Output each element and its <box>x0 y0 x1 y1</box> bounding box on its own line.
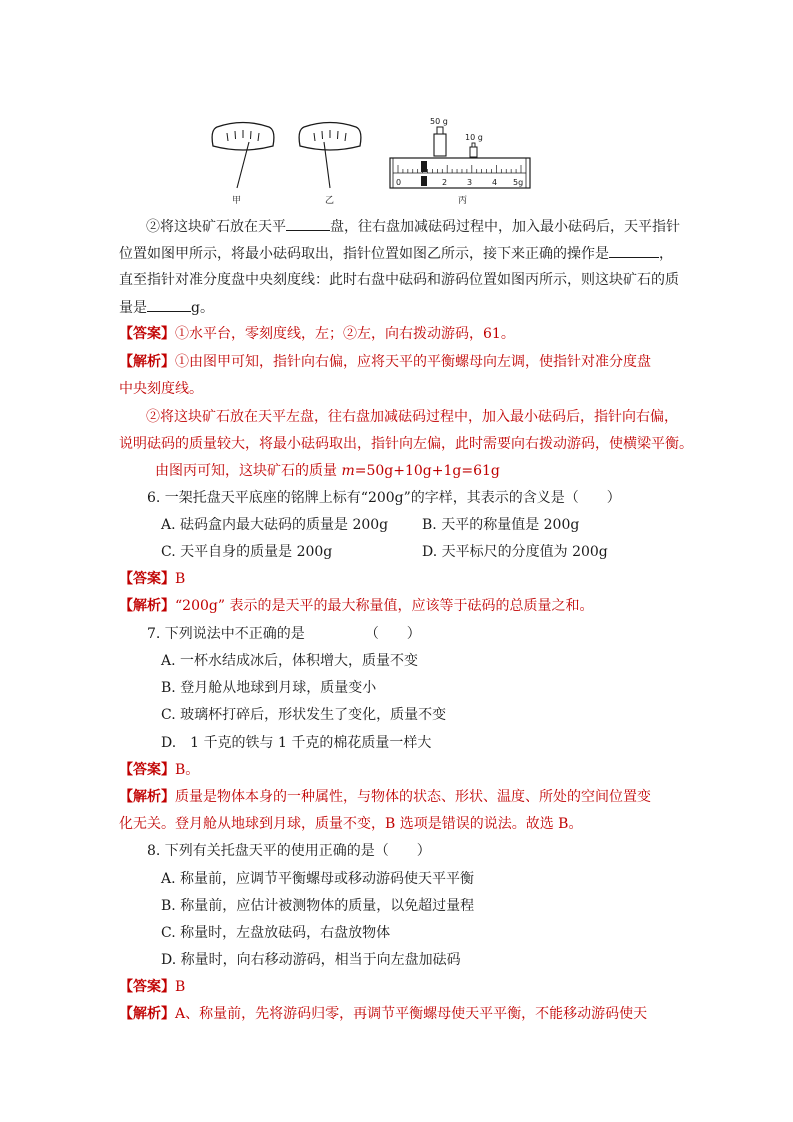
label-jia: 甲 <box>232 196 242 206</box>
weight-50g-label: 50 g <box>430 117 448 126</box>
q5-part2-line3: 直至指针对准分度盘中央刻度线：此时右盘中砝码和游码位置如图丙所示，则这块矿石的质 <box>119 272 679 288</box>
q8-option-a: A. 称量前，应调节平衡螺母或移动游码使天平平衡 <box>161 871 475 887</box>
q5-analysis-line2: 中央刻度线。 <box>119 381 203 397</box>
rider-bottom <box>421 176 427 186</box>
ruler-tick-0: 0 <box>396 178 402 187</box>
q5-answer: 【答案】①水平台，零刻度线，左；②左，向右拨动游码，61。 <box>119 326 515 342</box>
q7-option-c: C. 玻璃杯打碎后，形状发生了变化，质量不变 <box>161 707 447 723</box>
ruler-tick-5: 5g <box>513 178 524 187</box>
balance-figure <box>205 100 535 208</box>
q6-analysis: 【解析】“200g” 表示的是天平的最大称量值，应该等于砝码的总质量之和。 <box>119 598 594 614</box>
rider-top <box>421 161 427 172</box>
q8-analysis: 【解析】A、称量前，先将游码归零，再调节平衡螺母使天平平衡，不能移动游码使天 <box>119 1006 648 1022</box>
q8-answer: 【答案】B <box>119 979 186 995</box>
q6-option-c: C. 天平自身的质量是 200g <box>161 544 333 560</box>
q7-answer: 【答案】B。 <box>119 762 200 778</box>
q7-analysis-line2: 化无关。登月舱从地球到月球，质量不变，B 选项是错误的说法。故选 B。 <box>119 816 583 832</box>
q5-part2-line2: 位置如图甲所示，将最小砝码取出，指针位置如图乙所示，接下来正确的操作是 ， <box>119 243 673 264</box>
ruler <box>390 158 530 206</box>
q5-analysis-line5: 由图丙可知，这块矿石的质量 m=50g+10g+1g=61g <box>155 463 500 479</box>
q5-part2-line1: ②将这块矿石放在天平 盘，往右盘加减砝码过程中，加入最小砝码后，天平指针 <box>146 216 680 237</box>
q6-stem: 6. 一架托盘天平底座的铭牌上标有“200g”的字样，其表示的含义是（ ） <box>147 490 621 506</box>
q7-stem: 7. 下列说法中不正确的是 （ ） <box>147 626 421 642</box>
label-bing: 丙 <box>458 196 468 206</box>
q5-analysis-line1: 【解析】①由图甲可知，指针向右偏，应将天平的平衡螺母向左调，使指针对准分度盘 <box>119 354 651 370</box>
blank-operation <box>609 243 659 258</box>
q5-analysis-line4: 说明砝码的质量较大，将最小砝码取出，指针向左偏，此时需要向右拨动游码，使横梁平衡。 <box>119 436 693 452</box>
q7-option-b: B. 登月舱从地球到月球，质量变小 <box>161 680 377 696</box>
q6-option-a: A. 砝码盒内最大砝码的质量是 200g <box>161 517 389 533</box>
blank-pan <box>286 216 330 231</box>
q8-option-c: C. 称量时，左盘放砝码，右盘放物体 <box>161 925 391 941</box>
weights <box>430 117 483 157</box>
q8-option-b: B. 称量前，应估计被测物体的质量，以免超过量程 <box>161 898 475 914</box>
dial-yi <box>299 123 361 207</box>
label-yi: 乙 <box>325 196 335 206</box>
q7-option-d: D. 1 千克的铁与 1 千克的棉花质量一样大 <box>161 735 432 751</box>
q5-analysis-line3: ②将这块矿石放在天平左盘，往右盘加减砝码过程中，加入最小砝码后，指针向右偏， <box>146 409 678 425</box>
blank-mass <box>147 297 191 312</box>
q8-option-d: D. 称量时，向右移动游码，相当于向左盘加砝码 <box>161 952 461 968</box>
ruler-tick-4: 4 <box>492 178 498 187</box>
ruler-tick-2: 2 <box>442 178 448 187</box>
dial-jia <box>212 123 274 207</box>
q8-stem: 8. 下列有关托盘天平的使用正确的是（ ） <box>147 843 431 859</box>
q6-option-d: D. 天平标尺的分度值为 200g <box>422 544 608 560</box>
ruler-tick-3: 3 <box>467 178 473 187</box>
q7-analysis-line1: 【解析】质量是物体本身的一种属性，与物体的状态、形状、温度、所处的空间位置变 <box>119 789 651 805</box>
q6-answer: 【答案】B <box>119 571 186 587</box>
q5-part2-line4: 量是 g。 <box>119 297 214 318</box>
weight-10g-label: 10 g <box>465 133 483 142</box>
q6-option-b: B. 天平的称量值是 200g <box>422 517 580 533</box>
q7-option-a: A. 一杯水结成冰后，体积增大，质量不变 <box>161 653 419 669</box>
